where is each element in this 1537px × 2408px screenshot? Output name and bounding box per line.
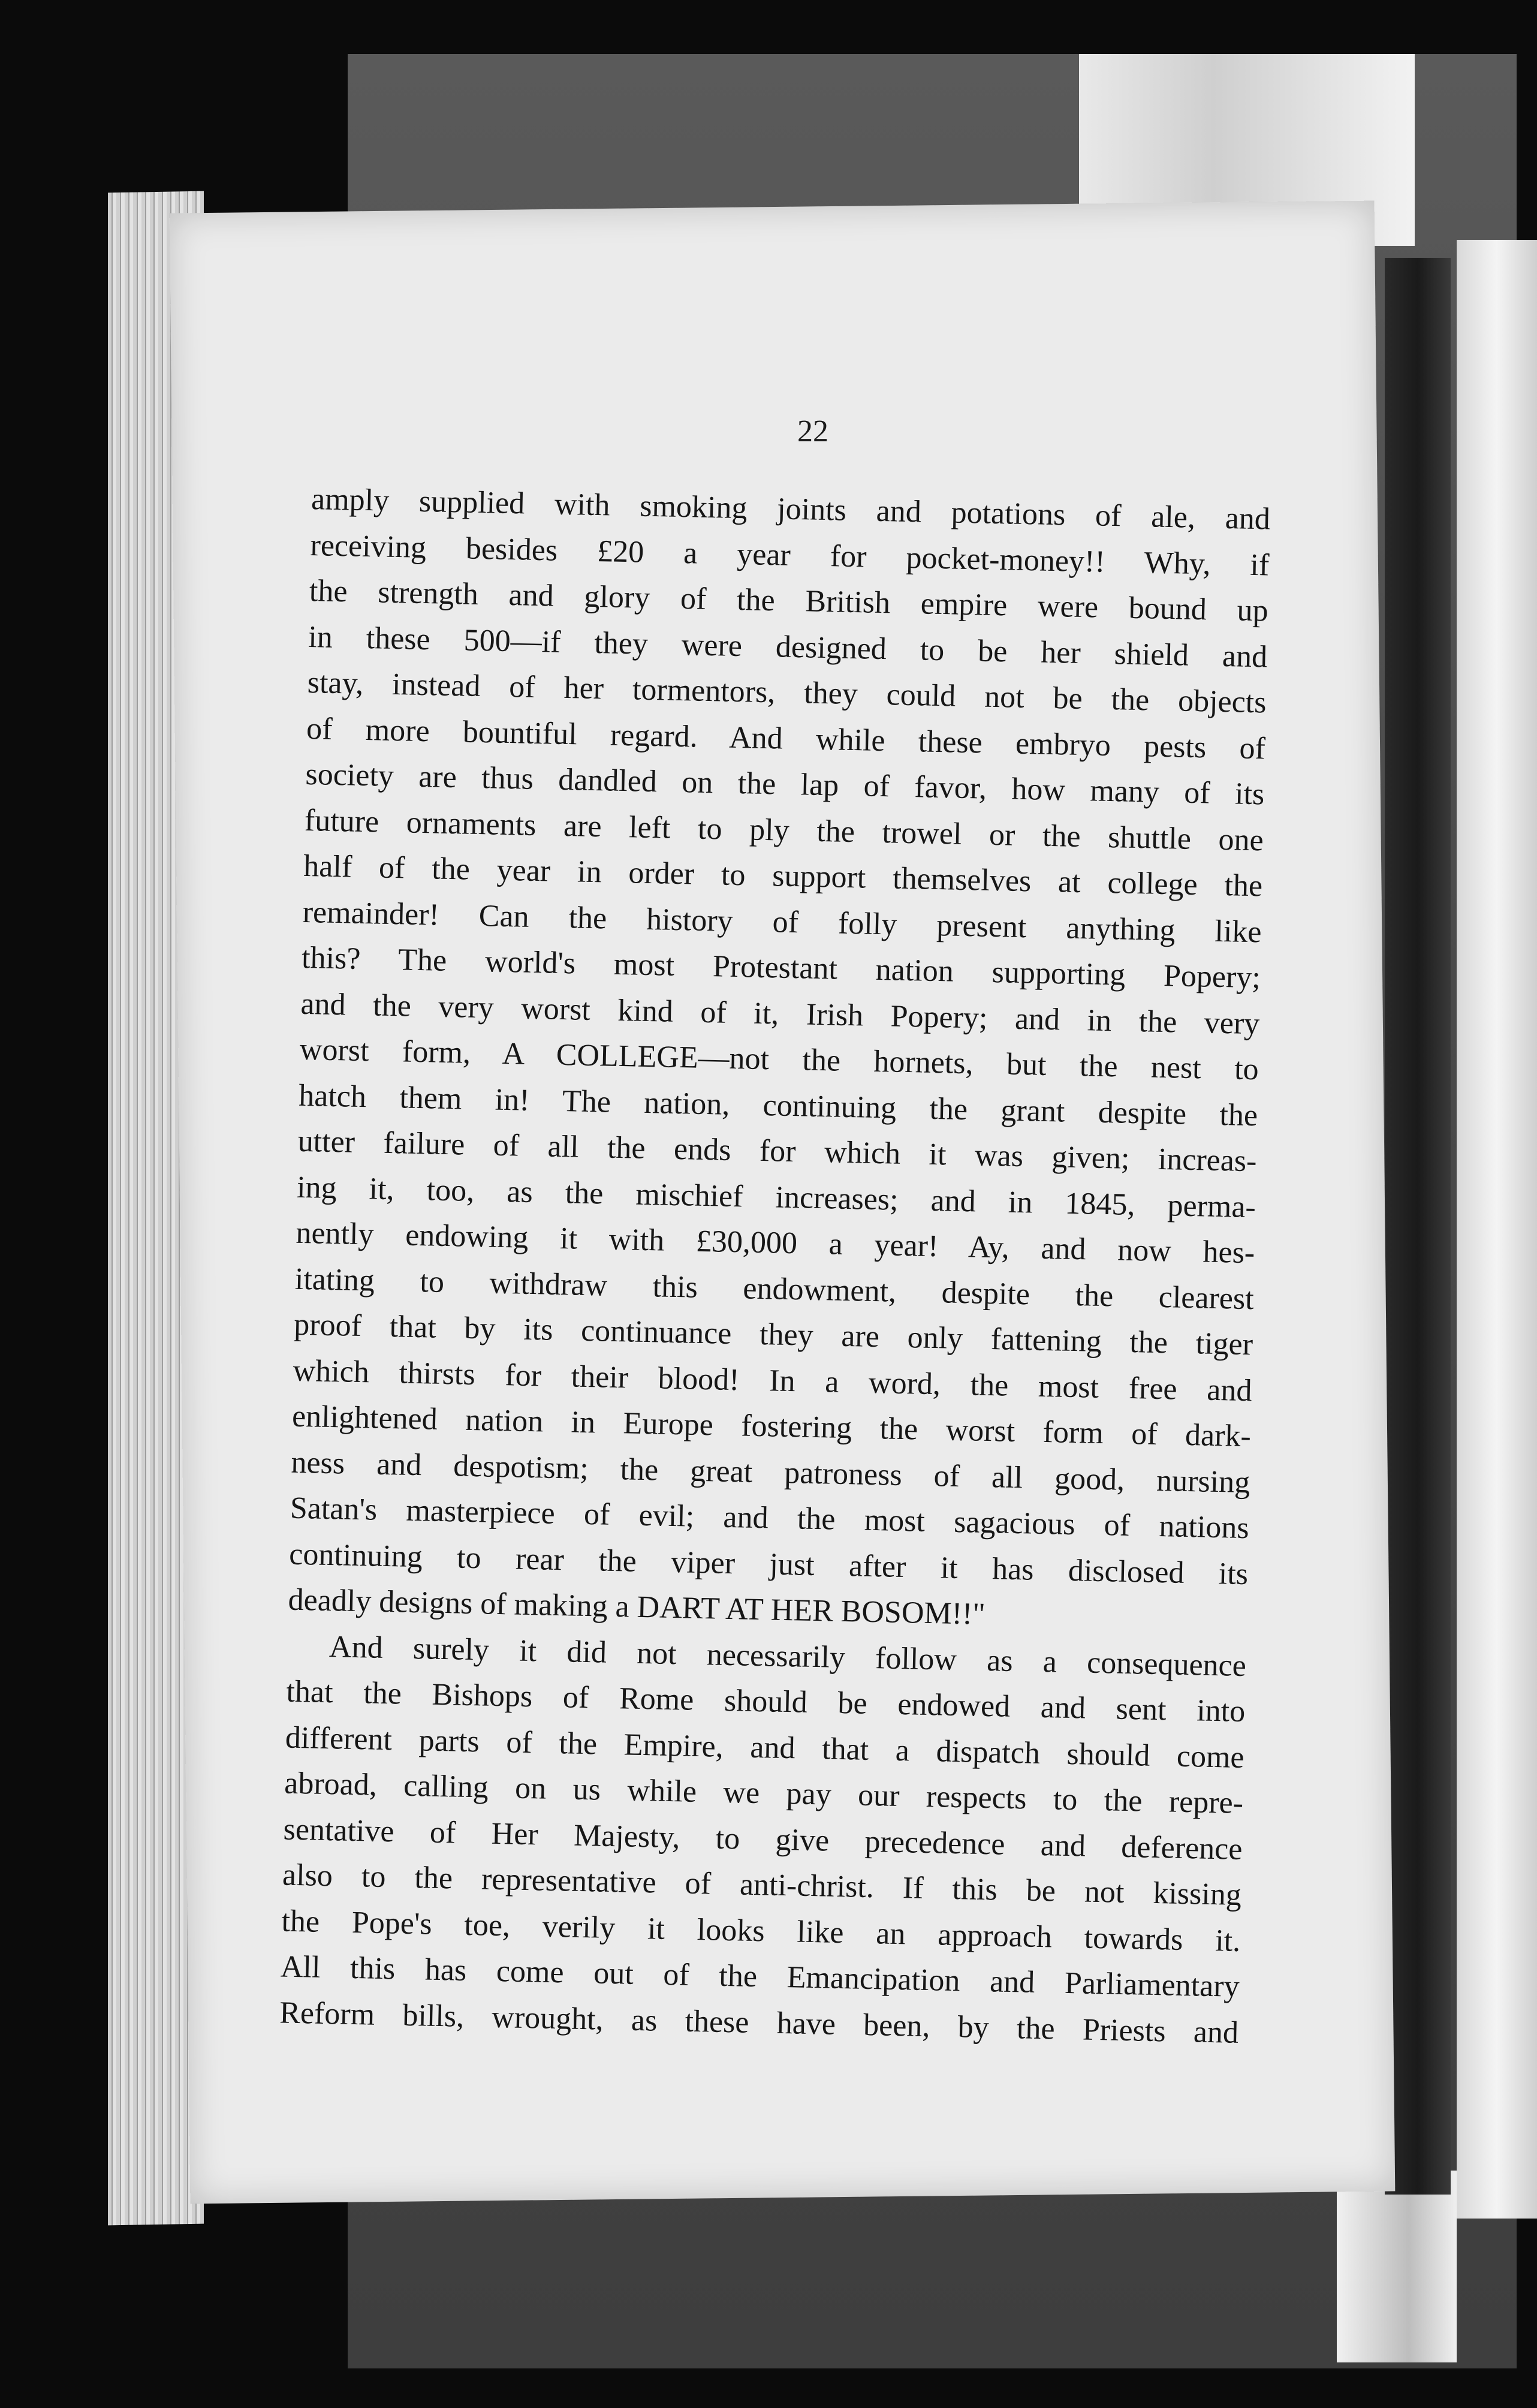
- text-line: in these 500—if they were designed to be her shield and: [308, 619, 1268, 674]
- text-line: the strength and glory of the British empire were bound up: [309, 573, 1269, 628]
- text-line: And surely it did not necessarily follow as a consequence: [329, 1629, 1247, 1683]
- text-line: of more bountiful regard. And while these embryo pests of: [306, 711, 1266, 766]
- text-line: the Pope's toe, verily it looks like an approach towards it.: [281, 1903, 1241, 1958]
- text-line: abroad, calling on us while we pay our respects to the repre-: [284, 1766, 1244, 1821]
- text-line: receiving besides £20 a year for pocket-money!! Why, if: [310, 528, 1270, 582]
- text-line: utter failure of all the ends for which it was given; increas-: [297, 1124, 1258, 1179]
- text-line: sentative of Her Majesty, to give precedence and deference: [283, 1812, 1243, 1867]
- text-line: future ornaments are left to ply the trowel or the shuttle one: [304, 803, 1264, 857]
- text-line: ness and despotism; the great patroness of all good, nursing: [290, 1445, 1250, 1500]
- text-line: proof that by its continuance they are only fattening the tiger: [293, 1307, 1253, 1362]
- text-line: stay, instead of her tormentors, they could not be the objects: [307, 665, 1267, 720]
- page-number: 22: [797, 414, 828, 449]
- facing-page-edge: [1457, 240, 1537, 2219]
- text-line: also to the representative of anti-christ. If this be not kissing: [282, 1858, 1242, 1912]
- text-line: All this has come out of the Emancipation and Parliamentary: [280, 1949, 1240, 2004]
- text-line: continuing to rear the viper just after it has disclosed its: [288, 1537, 1249, 1591]
- text-line: and the very worst kind of it, Irish Popery; and in the very: [300, 986, 1260, 1041]
- paper-tab-bottom: [1337, 2171, 1457, 2362]
- text-line: worst form, A COLLEGE—not the hornets, but the nest to: [299, 1032, 1259, 1087]
- text-line: Reform bills, wrought, as these have been, by the Priests and: [279, 1995, 1239, 2050]
- text-line: remainder! Can the history of folly present anything like: [302, 895, 1262, 949]
- text-line: this? The world's most Protestant nation supporting Popery;: [301, 940, 1261, 995]
- text-line: hatch them in! The nation, continuing the grant despite the: [298, 1078, 1258, 1133]
- text-line: ing it, too, as the mischief increases; and in 1845, perma-: [296, 1170, 1256, 1224]
- text-line: deadly designs of making a DART AT HER BOSOM!!": [288, 1582, 986, 1632]
- page-body-text: [279, 477, 1271, 2056]
- text-line: that the Bishops of Rome should be endowed and sent into: [285, 1674, 1246, 1729]
- text-line: half of the year in order to support themselves at college the: [303, 848, 1263, 904]
- text-line: itating to withdraw this endowment, despite the clearest: [294, 1262, 1255, 1316]
- text-line: amply supplied with smoking joints and potations of ale, and: [311, 481, 1271, 537]
- text-line: different parts of the Empire, and that a dispatch should come: [285, 1720, 1245, 1775]
- text-line: Satan's masterpiece of evil; and the most sagacious of nations: [290, 1491, 1250, 1546]
- book-gutter: [1385, 258, 1451, 2195]
- text-line: enlightened nation in Europe fostering the worst form of dark-: [291, 1399, 1252, 1454]
- text-line: which thirsts for their blood! In a word, the most free and: [293, 1353, 1253, 1408]
- text-line: nently endowing it with £30,000 a year! Ay, and now hes-: [295, 1215, 1255, 1271]
- text-line: society are thus dandled on the lap of favor, how many of its: [305, 757, 1265, 812]
